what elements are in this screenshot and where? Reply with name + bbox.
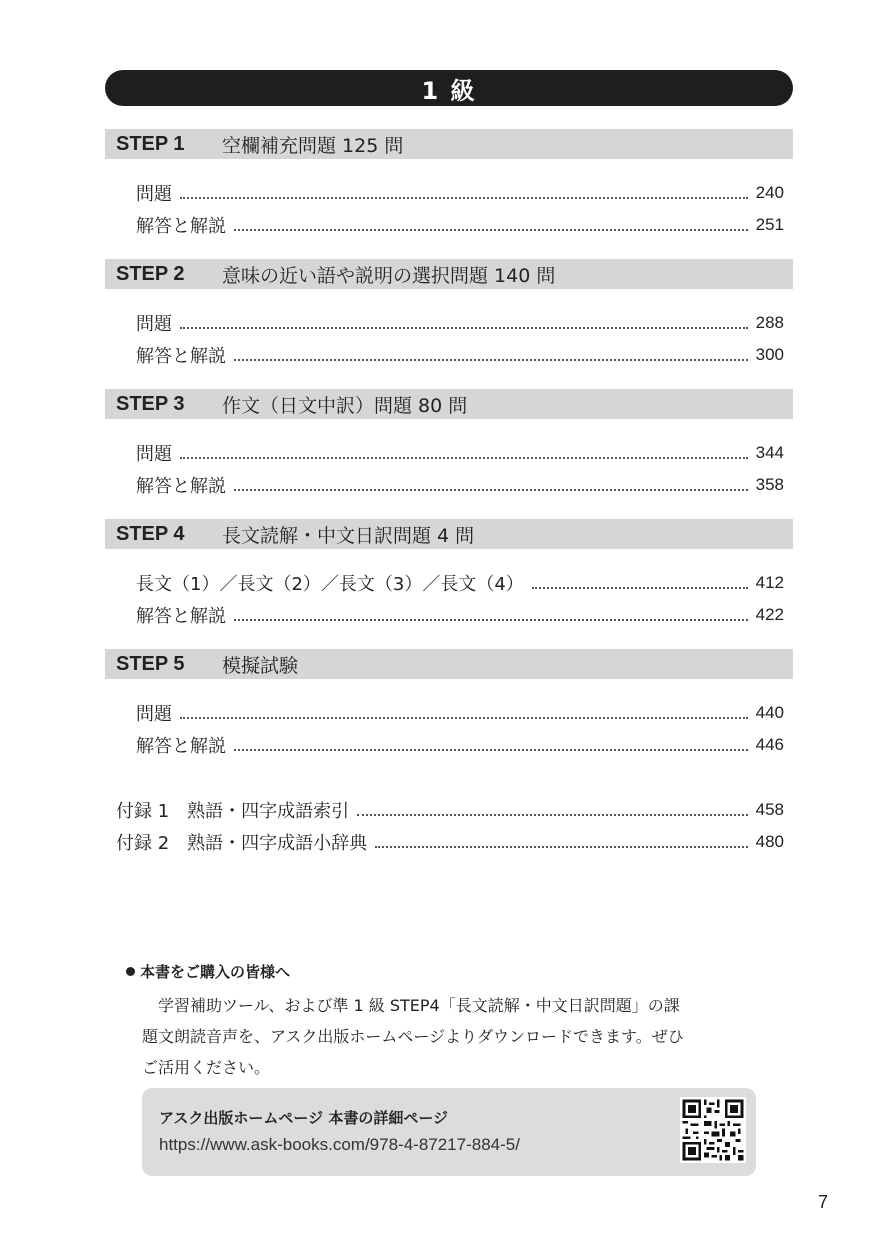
level-title: 1 級 [421,76,477,105]
notice-body [142,990,762,1083]
step-title: 空欄補充問題 125 問 [222,134,404,157]
step-3-header [105,389,793,419]
toc-entry-label: 解答と解説 [136,346,226,367]
leader-dots [234,228,748,231]
toc-entry[interactable] [136,440,784,466]
appendix-label: 付録 2 熟語・四字成語小辞典 [116,833,368,854]
notice-line: 学習補助ツール、および準 1 級 STEP4「長文読解・中文日訳問題」の課 [158,996,680,1015]
toc-entry[interactable] [136,570,784,596]
toc-entry-label: 解答と解説 [136,216,226,237]
leader-dots [180,326,748,329]
step-5-header [105,649,793,679]
toc-entry-label: 解答と解説 [136,606,226,627]
step-2-header [105,259,793,289]
download-link-box [142,1088,756,1176]
leader-dots [532,586,748,589]
toc-entry-label: 問題 [136,184,172,205]
notice-heading [126,961,290,982]
step-title: 作文（日文中訳）問題 80 問 [222,394,468,417]
toc-entry[interactable] [136,212,784,238]
notice-line: 題文朗読音声を、アスク出版ホームページよりダウンロードできます。ぜひ [142,1027,684,1046]
toc-entry-label: 問題 [136,314,172,335]
toc-page-number: 440 [755,703,784,722]
level-title-bar [105,70,793,106]
bullet-icon [126,967,135,976]
toc-page-number: 240 [755,183,784,202]
toc-page-number: 300 [755,345,784,364]
notice-title: 本書をご購入の皆様へ [140,963,291,981]
leader-dots [180,716,748,719]
toc-entry-label: 解答と解説 [136,476,226,497]
step-label: STEP 3 [116,392,185,415]
step-label: STEP 4 [116,522,185,545]
toc-entry-label: 長文（1）／長文（2）／長文（3）／長文（4） [136,574,524,595]
toc-entry[interactable] [136,472,784,498]
toc-entry[interactable] [136,602,784,628]
qr-code-icon[interactable] [680,1097,746,1163]
toc-entry-label: 問題 [136,704,172,725]
toc-entry[interactable] [136,342,784,368]
leader-dots [180,196,748,199]
step-label: STEP 2 [116,262,185,285]
link-box-title: アスク出版ホームページ 本書の詳細ページ [159,1109,449,1127]
leader-dots [375,845,747,848]
toc-entry[interactable] [136,180,784,206]
toc-page-number: 288 [755,313,784,332]
toc-page-number: 422 [755,605,784,624]
appendix-entry[interactable] [116,829,784,855]
toc-page-number: 412 [755,573,784,592]
toc-page-number: 458 [755,800,784,819]
leader-dots [234,748,748,751]
appendix-label: 付録 1 熟語・四字成語索引 [116,801,350,822]
step-1-header [105,129,793,159]
toc-page-number: 344 [755,443,784,462]
toc-entry[interactable] [136,732,784,758]
toc-entry-label: 問題 [136,444,172,465]
step-label: STEP 1 [116,132,185,155]
toc-page-number: 480 [755,832,784,851]
leader-dots [180,456,748,459]
download-url-link[interactable]: https://www.ask-books.com/978-4-87217-884-5/ [159,1135,520,1154]
page-number: 7 [818,1192,829,1212]
step-title: 長文読解・中文日訳問題 4 問 [222,524,475,547]
toc-page-number: 251 [755,215,784,234]
toc-entry-label: 解答と解説 [136,736,226,757]
leader-dots [234,358,748,361]
toc-entry[interactable] [136,310,784,336]
toc-entry[interactable] [136,700,784,726]
leader-dots [357,813,747,816]
toc-page-number: 446 [755,735,784,754]
leader-dots [234,618,748,621]
step-label: STEP 5 [116,652,185,675]
step-title: 意味の近い語や説明の選択問題 140 問 [222,264,556,287]
leader-dots [234,488,748,491]
notice-line: ご活用ください。 [142,1058,271,1077]
appendix-entry[interactable] [116,797,784,823]
step-4-header [105,519,793,549]
step-title: 模擬試験 [222,654,299,677]
toc-page-number: 358 [755,475,784,494]
